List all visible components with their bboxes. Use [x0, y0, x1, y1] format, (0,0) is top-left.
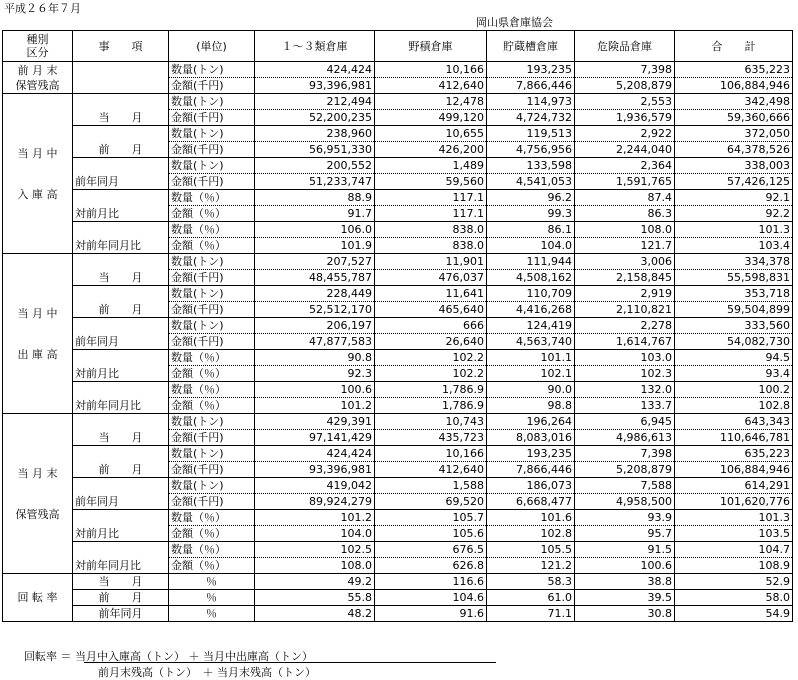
unit-label: 数量(トン)	[169, 94, 255, 110]
value-cell: 110,646,781	[675, 430, 793, 446]
value-cell: 10,166	[375, 62, 487, 78]
value-cell: 412,640	[375, 78, 487, 94]
table-row	[3, 318, 793, 334]
value-cell: 101.2	[255, 398, 375, 414]
value-cell: 206,197	[255, 318, 375, 334]
value-cell: 5,208,879	[575, 78, 675, 94]
value-cell: 643,343	[675, 414, 793, 430]
value-cell: 200,552	[255, 158, 375, 174]
value-cell: 101.6	[487, 510, 575, 526]
group-label-5	[3, 574, 73, 622]
table-row	[3, 94, 793, 110]
value-cell: 38.8	[575, 574, 675, 590]
value-cell: 71.1	[487, 606, 575, 622]
value-cell: 1,786.9	[375, 382, 487, 398]
value-cell: 2,110,821	[575, 302, 675, 318]
value-cell: 3,006	[575, 254, 675, 270]
value-cell: 102.2	[375, 350, 487, 366]
value-cell: 55.8	[255, 590, 375, 606]
value-cell: 102.8	[675, 398, 793, 414]
value-cell: 342,498	[675, 94, 793, 110]
value-cell: 105.5	[487, 542, 575, 558]
value-cell: 334,378	[675, 254, 793, 270]
unit-label: 金額(千円)	[169, 430, 255, 446]
unit-label: 数量（％）	[169, 190, 255, 206]
value-cell: 10,166	[375, 446, 487, 462]
item-label: 対前月比	[73, 190, 169, 222]
value-cell: 626.8	[375, 558, 487, 574]
value-cell: 133.7	[575, 398, 675, 414]
value-cell: 7,866,446	[487, 462, 575, 478]
value-cell: 1,489	[375, 158, 487, 174]
item-label: 前 月	[73, 126, 169, 158]
value-cell: 193,235	[487, 446, 575, 462]
value-cell: 88.9	[255, 190, 375, 206]
value-cell: 1,614,767	[575, 334, 675, 350]
unit-label: 数量(トン)	[169, 286, 255, 302]
unit-label: 金額(千円)	[169, 174, 255, 190]
value-cell: 101,620,776	[675, 494, 793, 510]
value-cell: 7,398	[575, 62, 675, 78]
item-label: 前 月	[73, 590, 169, 606]
table-row	[3, 574, 793, 590]
header-unit: (単位)	[169, 31, 255, 62]
unit-label: ％	[169, 606, 255, 622]
header-row	[3, 31, 793, 62]
value-cell: 2,364	[575, 158, 675, 174]
value-cell: 102.3	[575, 366, 675, 382]
unit-label: 数量(トン)	[169, 158, 255, 174]
value-cell: 103.4	[675, 238, 793, 254]
table-row	[3, 382, 793, 398]
value-cell: 91.7	[255, 206, 375, 222]
header-col3: 貯蔵槽倉庫	[487, 31, 575, 62]
value-cell: 465,640	[375, 302, 487, 318]
table-row	[3, 510, 793, 526]
group-label-3	[3, 254, 73, 414]
value-cell: 64,378,526	[675, 142, 793, 158]
unit-label: 金額(千円)	[169, 334, 255, 350]
value-cell: 100.6	[255, 382, 375, 398]
table-row	[3, 350, 793, 366]
table-row	[3, 222, 793, 238]
value-cell: 101.1	[487, 350, 575, 366]
value-cell: 186,073	[487, 478, 575, 494]
value-cell: 372,050	[675, 126, 793, 142]
value-cell: 7,588	[575, 478, 675, 494]
unit-label: 金額(千円)	[169, 110, 255, 126]
value-cell: 4,724,732	[487, 110, 575, 126]
unit-label: 数量(トン)	[169, 62, 255, 78]
group-label-2	[3, 94, 73, 254]
table-row	[3, 478, 793, 494]
value-cell: 212,494	[255, 94, 375, 110]
value-cell: 119,513	[487, 126, 575, 142]
value-cell: 90.0	[487, 382, 575, 398]
value-cell: 105.6	[375, 526, 487, 542]
value-cell: 426,200	[375, 142, 487, 158]
unit-label: 金額（％）	[169, 398, 255, 414]
value-cell: 93.4	[675, 366, 793, 382]
value-cell: 424,424	[255, 446, 375, 462]
value-cell: 6,668,477	[487, 494, 575, 510]
unit-label: 金額(千円)	[169, 494, 255, 510]
value-cell: 99.3	[487, 206, 575, 222]
value-cell: 4,986,613	[575, 430, 675, 446]
value-cell: 6,945	[575, 414, 675, 430]
value-cell: 238,960	[255, 126, 375, 142]
item-label: 対前年同月比	[73, 222, 169, 254]
value-cell: 117.1	[375, 190, 487, 206]
value-cell: 26,640	[375, 334, 487, 350]
value-cell: 11,641	[375, 286, 487, 302]
unit-label: 数量(トン)	[169, 446, 255, 462]
value-cell: 101.3	[675, 510, 793, 526]
value-cell: 114,973	[487, 94, 575, 110]
value-cell: 52.9	[675, 574, 793, 590]
unit-label: 数量（％）	[169, 510, 255, 526]
value-cell: 676.5	[375, 542, 487, 558]
value-cell: 59,560	[375, 174, 487, 190]
table-row	[3, 190, 793, 206]
value-cell: 4,756,956	[487, 142, 575, 158]
unit-label: 金額（％）	[169, 206, 255, 222]
value-cell: 91.6	[375, 606, 487, 622]
unit-label: 金額（％）	[169, 526, 255, 542]
group-label-line2: 保管残高	[15, 78, 60, 92]
unit-label: 数量（％）	[169, 350, 255, 366]
value-cell: 5,208,879	[575, 462, 675, 478]
value-cell: 1,591,765	[575, 174, 675, 190]
value-cell: 838.0	[375, 238, 487, 254]
unit-label: 金額(千円)	[169, 142, 255, 158]
value-cell: 51,233,747	[255, 174, 375, 190]
value-cell: 4,416,268	[487, 302, 575, 318]
table-body	[3, 62, 793, 622]
value-cell: 100.6	[575, 558, 675, 574]
group-label-line1: 回 転 率	[17, 591, 58, 604]
value-cell: 108.9	[675, 558, 793, 574]
value-cell: 4,563,740	[487, 334, 575, 350]
item-label: 前年同月	[73, 158, 169, 190]
value-cell: 614,291	[675, 478, 793, 494]
value-cell: 54,082,730	[675, 334, 793, 350]
value-cell: 59,504,899	[675, 302, 793, 318]
header-item: 事 項	[73, 31, 169, 62]
value-cell: 93,396,981	[255, 78, 375, 94]
header-kind-line1: 種別	[26, 33, 49, 46]
header-col1: １～３類倉庫	[255, 31, 375, 62]
group-label-line2: 出 庫 高	[17, 347, 58, 361]
value-cell: 116.6	[375, 574, 487, 590]
value-cell: 10,743	[375, 414, 487, 430]
value-cell: 86.3	[575, 206, 675, 222]
item-label: 当 月	[73, 254, 169, 286]
group-label-4	[3, 414, 73, 574]
group-label-line1: 当 月 末	[17, 466, 58, 480]
item-label: 当 月	[73, 414, 169, 446]
value-cell: 333,560	[675, 318, 793, 334]
table-row	[3, 126, 793, 142]
value-cell: 2,244,040	[575, 142, 675, 158]
value-cell: 48.2	[255, 606, 375, 622]
unit-label: 金額(千円)	[169, 270, 255, 286]
value-cell: 7,866,446	[487, 78, 575, 94]
item-label: 前 月	[73, 446, 169, 478]
value-cell: 666	[375, 318, 487, 334]
unit-label: 金額（％）	[169, 366, 255, 382]
value-cell: 4,541,053	[487, 174, 575, 190]
value-cell: 108.0	[575, 222, 675, 238]
header-col5: 合 計	[675, 31, 793, 62]
value-cell: 435,723	[375, 430, 487, 446]
table-row	[3, 606, 793, 622]
value-cell: 106,884,946	[675, 462, 793, 478]
value-cell: 58.3	[487, 574, 575, 590]
value-cell: 110,709	[487, 286, 575, 302]
item-label: 前年同月	[73, 478, 169, 510]
value-cell: 87.4	[575, 190, 675, 206]
value-cell: 419,042	[255, 478, 375, 494]
value-cell: 124,419	[487, 318, 575, 334]
value-cell: 58.0	[675, 590, 793, 606]
value-cell: 98.8	[487, 398, 575, 414]
table-row	[3, 254, 793, 270]
value-cell: 56,951,330	[255, 142, 375, 158]
value-cell: 132.0	[575, 382, 675, 398]
group-label-line1: 当 月 中	[17, 146, 58, 160]
item-label: 前年同月	[73, 318, 169, 350]
unit-label: 数量（％）	[169, 382, 255, 398]
value-cell: 228,449	[255, 286, 375, 302]
value-cell: 102.8	[487, 526, 575, 542]
value-cell: 12,478	[375, 94, 487, 110]
value-cell: 69,520	[375, 494, 487, 510]
value-cell: 59,360,666	[675, 110, 793, 126]
value-cell: 101.3	[675, 222, 793, 238]
value-cell: 101.2	[255, 510, 375, 526]
value-cell: 101.9	[255, 238, 375, 254]
value-cell: 7,398	[575, 446, 675, 462]
item-label: 当 月	[73, 94, 169, 126]
item-cell-empty	[73, 62, 169, 94]
value-cell: 103.5	[675, 526, 793, 542]
value-cell: 2,922	[575, 126, 675, 142]
value-cell: 2,553	[575, 94, 675, 110]
value-cell: 54.9	[675, 606, 793, 622]
organization-name: 岡山県倉庫協会	[476, 16, 553, 29]
value-cell: 92.1	[675, 190, 793, 206]
formula-prefix: 回転率 ＝	[24, 650, 72, 663]
value-cell: 338,003	[675, 158, 793, 174]
formula-numerator: 当月中入庫高（トン） ＋ 当月中出庫高（トン）	[75, 650, 313, 663]
item-label: 前年同月	[73, 606, 169, 622]
value-cell: 11,901	[375, 254, 487, 270]
value-cell: 52,200,235	[255, 110, 375, 126]
value-cell: 91.5	[575, 542, 675, 558]
value-cell: 39.5	[575, 590, 675, 606]
value-cell: 353,718	[675, 286, 793, 302]
unit-label: 数量(トン)	[169, 254, 255, 270]
formula-divider	[84, 662, 496, 663]
value-cell: 86.1	[487, 222, 575, 238]
value-cell: 102.5	[255, 542, 375, 558]
value-cell: 57,426,125	[675, 174, 793, 190]
unit-label: ％	[169, 590, 255, 606]
value-cell: 104.0	[255, 526, 375, 542]
table-row	[3, 542, 793, 558]
unit-label: ％	[169, 574, 255, 590]
value-cell: 30.8	[575, 606, 675, 622]
value-cell: 121.2	[487, 558, 575, 574]
unit-label: 数量(トン)	[169, 414, 255, 430]
value-cell: 10,655	[375, 126, 487, 142]
group-label-line1: 前 月 末	[17, 63, 58, 77]
value-cell: 61.0	[487, 590, 575, 606]
value-cell: 121.7	[575, 238, 675, 254]
value-cell: 93.9	[575, 510, 675, 526]
value-cell: 48,455,787	[255, 270, 375, 286]
table-row	[3, 446, 793, 462]
value-cell: 96.2	[487, 190, 575, 206]
item-label: 前 月	[73, 286, 169, 318]
unit-label: 数量(トン)	[169, 478, 255, 494]
unit-label: 金額(千円)	[169, 78, 255, 94]
value-cell: 133,598	[487, 158, 575, 174]
header-kind	[3, 31, 73, 62]
value-cell: 102.2	[375, 366, 487, 382]
value-cell: 424,424	[255, 62, 375, 78]
value-cell: 92.3	[255, 366, 375, 382]
value-cell: 1,786.9	[375, 398, 487, 414]
value-cell: 90.8	[255, 350, 375, 366]
value-cell: 106.0	[255, 222, 375, 238]
unit-label: 数量(トン)	[169, 318, 255, 334]
value-cell: 111,944	[487, 254, 575, 270]
unit-label: 金額(千円)	[169, 462, 255, 478]
value-cell: 104.7	[675, 542, 793, 558]
item-label: 対前月比	[73, 350, 169, 382]
value-cell: 95.7	[575, 526, 675, 542]
value-cell: 93,396,981	[255, 462, 375, 478]
value-cell: 108.0	[255, 558, 375, 574]
unit-label: 金額（％）	[169, 238, 255, 254]
value-cell: 47,877,583	[255, 334, 375, 350]
value-cell: 476,037	[375, 270, 487, 286]
value-cell: 499,120	[375, 110, 487, 126]
value-cell: 55,598,831	[675, 270, 793, 286]
value-cell: 2,278	[575, 318, 675, 334]
group-label-line2: 保管残高	[15, 507, 60, 521]
value-cell: 94.5	[675, 350, 793, 366]
value-cell: 103.0	[575, 350, 675, 366]
table-row	[3, 414, 793, 430]
value-cell: 2,158,845	[575, 270, 675, 286]
value-cell: 92.2	[675, 206, 793, 222]
value-cell: 193,235	[487, 62, 575, 78]
value-cell: 1,588	[375, 478, 487, 494]
report-date: 平成２６年７月	[4, 2, 81, 15]
value-cell: 105.7	[375, 510, 487, 526]
unit-label: 数量（％）	[169, 222, 255, 238]
value-cell: 196,264	[487, 414, 575, 430]
item-label: 当 月	[73, 574, 169, 590]
table-row	[3, 158, 793, 174]
table-row	[3, 590, 793, 606]
warehouse-statistics-table	[2, 30, 793, 622]
value-cell: 49.2	[255, 574, 375, 590]
group-label-line2: 入 庫 高	[17, 187, 58, 201]
value-cell: 89,924,279	[255, 494, 375, 510]
value-cell: 635,223	[675, 446, 793, 462]
value-cell: 104.6	[375, 590, 487, 606]
header-col4: 危険品倉庫	[575, 31, 675, 62]
unit-label: 金額（％）	[169, 558, 255, 574]
item-label: 対前年同月比	[73, 382, 169, 414]
group-label-line1: 当 月 中	[17, 306, 58, 320]
value-cell: 412,640	[375, 462, 487, 478]
value-cell: 4,958,500	[575, 494, 675, 510]
value-cell: 52,512,170	[255, 302, 375, 318]
table-row	[3, 286, 793, 302]
value-cell: 838.0	[375, 222, 487, 238]
unit-label: 数量(トン)	[169, 126, 255, 142]
table-row	[3, 62, 793, 78]
value-cell: 429,391	[255, 414, 375, 430]
header-col2: 野積倉庫	[375, 31, 487, 62]
value-cell: 97,141,429	[255, 430, 375, 446]
unit-label: 金額(千円)	[169, 302, 255, 318]
formula-denominator: 前月末残高（トン） ＋ 当月末残高（トン）	[98, 666, 316, 679]
header-kind-line2: 区分	[26, 46, 49, 59]
value-cell: 117.1	[375, 206, 487, 222]
value-cell: 100.2	[675, 382, 793, 398]
item-label: 対前月比	[73, 510, 169, 542]
value-cell: 4,508,162	[487, 270, 575, 286]
item-label: 対前年同月比	[73, 542, 169, 574]
value-cell: 207,527	[255, 254, 375, 270]
value-cell: 8,083,016	[487, 430, 575, 446]
group-label-1	[3, 62, 73, 94]
value-cell: 102.1	[487, 366, 575, 382]
value-cell: 1,936,579	[575, 110, 675, 126]
value-cell: 104.0	[487, 238, 575, 254]
value-cell: 2,919	[575, 286, 675, 302]
unit-label: 数量（％）	[169, 542, 255, 558]
value-cell: 635,223	[675, 62, 793, 78]
value-cell: 106,884,946	[675, 78, 793, 94]
